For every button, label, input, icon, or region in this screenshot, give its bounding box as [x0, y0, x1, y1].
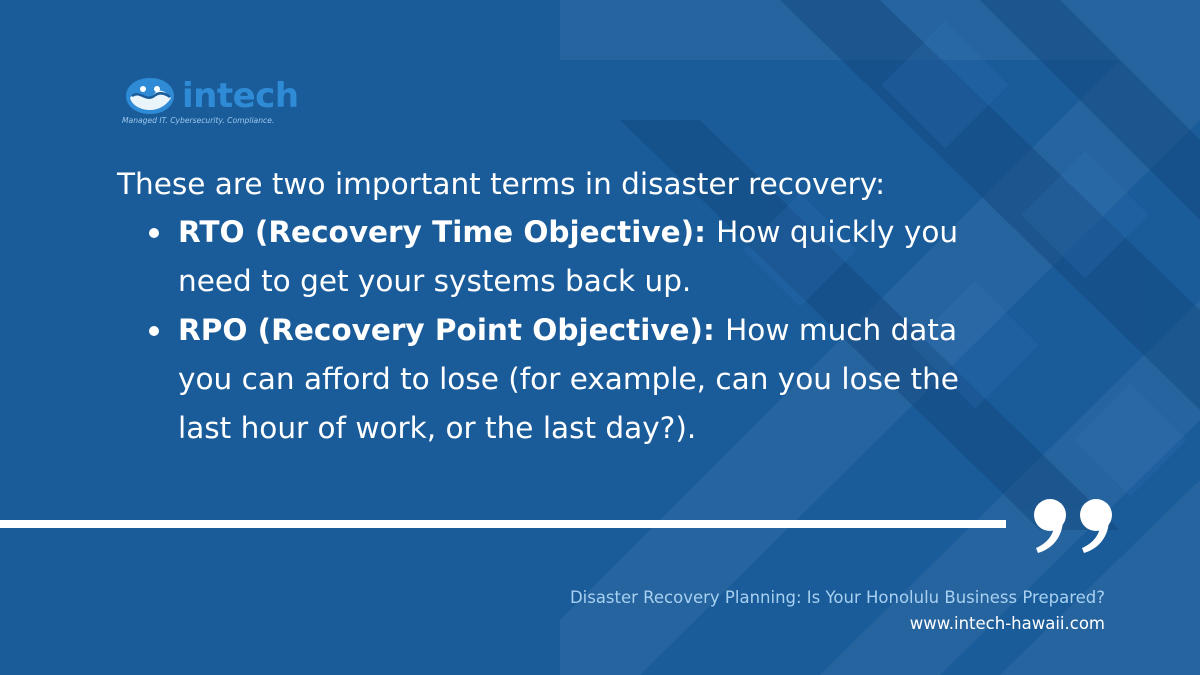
closing-quote-icon	[1030, 497, 1122, 555]
footer	[570, 585, 1105, 637]
term-name: RPO (Recovery Point Objective):	[178, 313, 726, 347]
logo-wordmark: intech	[182, 76, 299, 116]
list-item	[178, 306, 1017, 453]
bullet-icon	[149, 228, 159, 238]
main-content	[117, 160, 1017, 453]
term-description: How much data you can afford to lose (for example, can you lose the last hour of work, or the last day?).	[178, 313, 959, 445]
intech-logo	[122, 74, 312, 130]
intech-logo-icon	[122, 74, 178, 118]
bullet-icon	[149, 326, 159, 336]
term-name: RTO (Recovery Time Objective):	[178, 215, 717, 249]
terms-list	[117, 208, 1017, 453]
term-description: How quickly you need to get your systems back up.	[178, 215, 959, 298]
list-item	[178, 208, 1017, 306]
logo-tagline: Managed IT. Cybersecurity. Compliance.	[122, 116, 275, 125]
footer-article-title: Disaster Recovery Planning: Is Your Honolulu Business Prepared?	[569, 588, 1105, 607]
divider-line	[0, 520, 1006, 528]
intro-text: These are two important terms in disaster recovery:	[117, 167, 886, 201]
footer-website-link[interactable]: www.intech-hawaii.com	[909, 614, 1105, 633]
